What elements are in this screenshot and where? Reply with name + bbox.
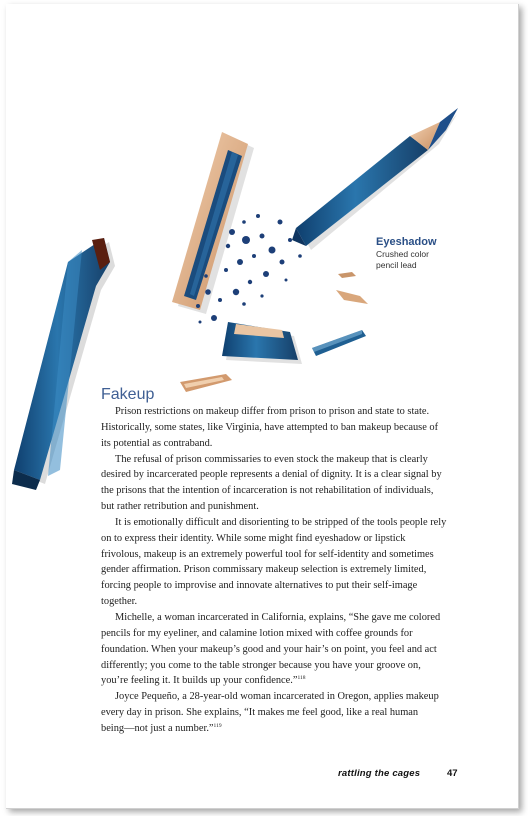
text-line: pencils for my eyeliner, and calamine lotion mixed with coffee grounds for (101, 627, 413, 639)
wood-shaving-2 (338, 272, 356, 278)
text-line: its potential as contraband. (101, 437, 213, 449)
running-footer-title: rattling the cages (338, 768, 421, 779)
pencil-right-sharpened (292, 108, 458, 250)
caption-line: pencil lead (376, 260, 417, 270)
text-line: Michelle, a woman incarcerated in California, explains, “She gave me colored (115, 611, 441, 623)
text-line: on to express their identity. While some might find eyeshadow or lipstick (101, 532, 406, 544)
text-line: but rather retribution and punishment. (101, 501, 259, 513)
text-line: desired by incarcerated people represents a denial of dignity. It is a clear signal by (101, 469, 442, 481)
text-line-content: being—not just a number.” (101, 722, 214, 734)
paragraph (101, 452, 463, 515)
text-line: together. (101, 596, 138, 608)
text-line (101, 721, 463, 737)
caption-title: Eyeshadow (376, 236, 437, 248)
wood-shaving-3 (180, 374, 232, 392)
text-line: gender affirmation. Prison commissary makeup selection is extremely limited, (101, 564, 427, 576)
pencil-middle-piece (172, 132, 254, 314)
text-line: every day in prison. She explains, “It makes me feel good, like a real human (101, 707, 419, 719)
pencil-fragment-bottom (222, 322, 302, 364)
text-line: differently; you come to the table stronger because you have your groove on, (101, 659, 421, 671)
text-line (101, 673, 463, 689)
body-text (101, 404, 463, 737)
paragraph (101, 610, 463, 689)
text-line: It is emotionally difficult and disorienting to be stripped of the tools people rely (115, 516, 447, 528)
page-number: 47 (447, 768, 458, 779)
pencil-fragment-right (312, 330, 366, 356)
text-line: Prison restrictions on makeup differ from prison to prison and state to state. (115, 406, 430, 417)
paragraph (101, 689, 463, 737)
pencil-left-piece (12, 238, 115, 490)
paragraph (101, 515, 463, 610)
footnote-ref: 119 (213, 722, 222, 729)
text-line: Joyce Pequeño, a 28-year-old woman incarcerated in Oregon, applies makeup (115, 691, 439, 703)
text-line: frivolous, makeup is an extremely powerful tool for self-identity and sometimes (101, 548, 434, 560)
wood-shaving-1 (336, 290, 368, 304)
paragraph (101, 404, 463, 452)
footnote-ref: 118 (297, 675, 306, 682)
image-caption (376, 236, 486, 271)
text-line: Historically, some states, like Virginia, have attempted to ban makeup because of (101, 421, 439, 433)
text-line-content: you’re feeling it. It builds up your confidence.” (101, 675, 298, 687)
text-line: forcing people to improvise and innovate alternatives to put their self-image (101, 580, 418, 592)
text-line: foundation. When your makeup’s good and your hair’s on point, you feel and act (101, 643, 437, 655)
text-line: The refusal of prison commissaries to even stock the makeup that is clearly (115, 453, 428, 465)
caption-line: Crushed color (376, 249, 429, 259)
section-heading: Fakeup (101, 386, 155, 403)
text-line: the prisons that the intention of incarceration is not rehabilitation of individuals, (101, 485, 434, 497)
